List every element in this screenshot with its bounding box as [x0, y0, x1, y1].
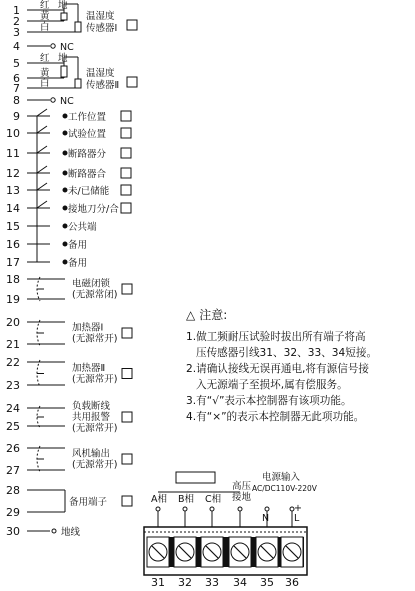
relay-3-checkbox	[122, 369, 132, 379]
sensor2-label-2: 传感器Ⅱ	[86, 80, 120, 91]
terminal-number-24: 24	[6, 402, 20, 415]
switch-label-9: 备用	[68, 258, 88, 269]
relay-2-label-2: (无源常开)	[72, 333, 118, 345]
note-line-3: 2.请确认接线无误再通电,将有源信号接	[186, 363, 369, 375]
switch-label-7: 公共端	[68, 222, 97, 233]
ground-terminal-circle	[52, 529, 56, 533]
switch-contact-5	[37, 183, 47, 190]
terminal-number-20: 20	[6, 316, 20, 329]
note-line-6: 4.有“×”的表示本控制器无此项功能。	[186, 411, 365, 423]
bottom-terminal-circle-2	[183, 507, 187, 511]
switch-checkbox-4	[121, 168, 131, 178]
notes-title-text: 注意:	[199, 308, 228, 322]
terminal-number-3: 3	[13, 26, 20, 39]
terminal-number-25: 25	[6, 420, 20, 433]
bottom-terminal-circle-1	[156, 507, 160, 511]
bottom-terminal-circle-5	[265, 507, 269, 511]
switch-contact-2	[37, 126, 47, 133]
terminal-number-19: 19	[6, 293, 20, 306]
switch-contact-6	[37, 201, 47, 208]
bottom-terminal-number-36: 36	[285, 576, 299, 589]
sensor2-wire-red-label: 红	[40, 53, 50, 64]
switch-contact-3	[37, 146, 47, 153]
ground-label: 地线	[61, 527, 81, 538]
terminal-block-body	[147, 537, 304, 567]
spare-terminal-checkbox	[122, 496, 132, 506]
plus-label: +	[294, 503, 302, 514]
relay-4-checkbox	[122, 412, 132, 422]
sensor1-wire-white-label: 白	[40, 22, 50, 33]
switch-label-3: 断路器分	[68, 149, 107, 160]
bottom-terminal-number-31: 31	[151, 576, 165, 589]
relay-3-label-2: (无源常开)	[72, 374, 118, 385]
hv-ground-label-2: 接地	[232, 492, 252, 503]
switch-contact-4	[37, 166, 47, 173]
switch-label-5: 未/已储能	[68, 186, 110, 197]
terminal-number-17: 17	[6, 256, 20, 269]
switch-label-2: 试验位置	[68, 129, 107, 140]
nc-terminal-circle-1	[51, 44, 55, 48]
relay-2-checkbox	[122, 328, 132, 338]
nc-label-2: NC	[60, 96, 74, 107]
relay-5-label-2: (无源常开)	[72, 459, 118, 471]
notes-title	[186, 307, 411, 323]
sensor2-wire-white-label: 白	[40, 78, 50, 89]
power-voltage-label: AC/DC110V-220V	[252, 484, 317, 493]
notes-panel	[186, 307, 411, 425]
switch-checkbox-6	[121, 203, 131, 213]
power-input-label: 电源输入	[262, 472, 301, 483]
sensor2-checkbox	[127, 77, 137, 87]
terminal-number-21: 21	[6, 338, 20, 351]
switch-label-4: 断路器合	[68, 169, 107, 180]
jumper-label-box	[176, 472, 215, 483]
bottom-terminal-circle-4	[238, 507, 242, 511]
note-line-5: 3.有“√”表示本控制器有该项功能。	[186, 395, 352, 407]
terminal-number-16: 16	[6, 238, 20, 251]
terminal-number-23: 23	[6, 379, 20, 392]
switch-checkbox-1	[121, 111, 131, 121]
terminal-number-13: 13	[6, 184, 20, 197]
terminal-number-4: 4	[13, 40, 20, 53]
terminal-number-18: 18	[6, 273, 20, 286]
switch-label-1: 工作位置	[68, 112, 107, 123]
sensor1-wire-yellow-label: 黄	[40, 11, 50, 22]
terminal-number-7: 7	[13, 82, 20, 95]
l-label: L	[294, 513, 300, 524]
relay-1-checkbox	[122, 284, 132, 294]
terminal-number-28: 28	[6, 484, 20, 497]
sensor1-resistor-1	[61, 13, 67, 20]
terminal-number-1: 1	[13, 4, 20, 17]
relay-4-label-1: 负载断线	[72, 401, 111, 412]
bottom-terminal-number-35: 35	[260, 576, 274, 589]
relay-1-label-1: 电磁闭锁	[72, 278, 111, 290]
terminal-number-9: 9	[13, 110, 20, 123]
sensor2-wire-yellow-label: 黄	[40, 68, 50, 79]
relay-5-checkbox	[122, 454, 132, 464]
terminal-number-15: 15	[6, 220, 20, 233]
terminal-number-14: 14	[6, 202, 20, 215]
bottom-terminal-number-32: 32	[178, 576, 192, 589]
note-line-2: 压传感器引线31、32、33、34短接。	[196, 347, 378, 359]
switch-checkbox-2	[121, 128, 131, 138]
switch-label-8: 备用	[68, 240, 88, 251]
relay-3-label-1: 加热器Ⅱ	[72, 363, 106, 374]
relay-2-label-1: 加热器Ⅰ	[72, 322, 104, 334]
sensor2-label-1: 温湿度	[86, 68, 115, 79]
terminal-number-10: 10	[6, 127, 20, 140]
switch-label-6: 接地刀分/合	[68, 204, 119, 215]
nc-label-1: NC	[60, 42, 74, 53]
sensor2-wire-ground-label: 地	[58, 53, 68, 64]
bottom-terminal-circle-6	[290, 507, 294, 511]
terminal-number-8: 8	[13, 94, 20, 107]
relay-1-label-2: (无源常闭)	[72, 289, 118, 301]
sensor1-checkbox	[127, 20, 137, 30]
relay-4-label-2: 共用报警	[72, 412, 111, 423]
sensor1-label-2: 传感器Ⅰ	[86, 23, 118, 34]
note-line-4: 入无源端子至损坏,属有偿服务。	[196, 379, 348, 391]
sensor2-resistor-2	[75, 79, 81, 88]
warning-triangle-icon: △	[186, 308, 196, 322]
terminal-number-12: 12	[6, 167, 20, 180]
n-label: N	[262, 513, 270, 524]
bottom-terminal-number-33: 33	[205, 576, 219, 589]
terminal-number-2: 2	[13, 15, 20, 28]
spare-terminal-label: 备用端子	[69, 497, 108, 508]
switch-checkbox-5	[121, 185, 131, 195]
terminal-number-27: 27	[6, 464, 20, 477]
bottom-terminal-circle-3	[210, 507, 214, 511]
terminal-number-5: 5	[13, 57, 20, 70]
bottom-terminal-number-34: 34	[233, 576, 247, 589]
sensor1-wire-ground-label: 地	[58, 0, 68, 11]
terminal-number-22: 22	[6, 356, 20, 369]
phase-label-1: A相	[151, 494, 167, 505]
sensor1-resistor-2	[75, 22, 81, 32]
sensor2-resistor-1	[61, 66, 67, 77]
note-line-1: 1.做工频耐压试验时拔出所有端子将高	[186, 331, 366, 343]
terminal-number-6: 6	[13, 72, 20, 85]
terminal-number-11: 11	[6, 147, 20, 160]
relay-4-label-3: (无源常开)	[72, 423, 118, 434]
phase-label-2: B相	[178, 494, 195, 505]
switch-checkbox-3	[121, 148, 131, 158]
terminal-number-30: 30	[6, 525, 20, 538]
phase-label-3: C相	[205, 494, 222, 505]
terminal-number-29: 29	[6, 506, 20, 519]
sensor1-wire-red-label: 红	[40, 0, 50, 11]
sensor1-label-1: 温湿度	[86, 11, 115, 22]
terminal-number-26: 26	[6, 442, 20, 455]
nc-terminal-circle-2	[51, 98, 55, 102]
switch-contact-1	[37, 109, 47, 116]
relay-5-label-1: 风机输出	[72, 448, 111, 460]
hv-ground-label-1: 高压	[232, 481, 252, 492]
